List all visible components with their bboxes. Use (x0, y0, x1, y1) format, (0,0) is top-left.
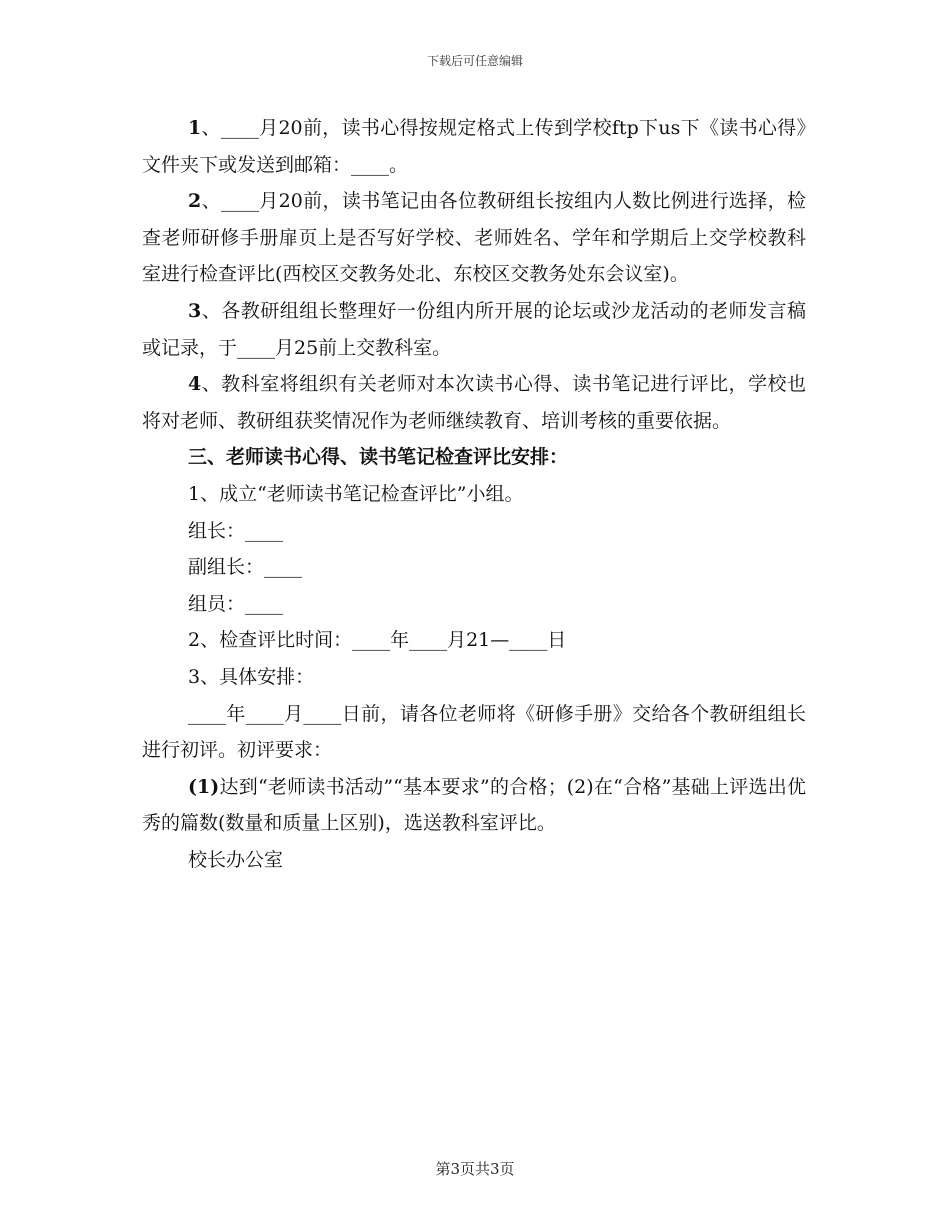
list-item-form-group: 1、成立“老师读书笔记检查评比”小组。 (188, 482, 524, 505)
requirement-body: 达到“老师读书活动”“基本要求”的合格；(2)在“合格”基础上评选出优秀的篇数(数量和质量上区别)，选送教科室评比。 (142, 775, 806, 835)
paragraph-4 (142, 366, 806, 439)
arrangement-text: ____年____月____日前，请各位老师将《研修手册》交给各个教研组组长进行初评。初评要求： (142, 702, 806, 762)
paragraph-number: 1 (188, 117, 202, 139)
paragraph-text: 、各教研组组长整理好一份组内所开展的论坛或沙龙活动的老师发言稿或记录，于____月25前上交教科室。 (142, 299, 806, 359)
list-item-arrangement: 3、具体安排： (188, 665, 315, 688)
paragraph-text: 、____月20前，读书心得按规定格式上传到学校ftp下us下《读书心得》文件夹下或发送到邮箱：____。 (142, 117, 806, 176)
section-heading: 三、老师读书心得、读书笔记检查评比安排： (188, 446, 569, 469)
requirement-text (142, 769, 806, 842)
paragraph-text: 、____月20前，读书笔记由各位教研组长按组内人数比例进行选择，检查老师研修手册扉页上是否写好学校、老师姓名、学年和学期后上交学校教科室进行检查评比(西校区交教务处北、东校区交教务处东会议室)。 (142, 190, 806, 286)
vice-leader-line: 副组长：____ (188, 556, 303, 579)
paragraph-number: 2 (188, 190, 202, 213)
leader-line: 组长：____ (188, 519, 284, 542)
page-header: 下载后可任意编辑 (426, 54, 523, 68)
paragraph-3 (142, 293, 806, 366)
requirement-number: (1) (188, 775, 220, 798)
paragraph-number: 4 (188, 373, 202, 396)
document-body (142, 110, 806, 878)
paragraph-number: 3 (188, 299, 202, 322)
members-line: 组员：____ (188, 592, 284, 615)
paragraph-text: 、教科室将组织有关老师对本次读书心得、读书笔记进行评比，学校也将对老师、教研组获奖情况作为老师继续教育、培训考核的重要依据。 (142, 373, 806, 432)
paragraph-2 (142, 183, 806, 293)
paragraph-1 (142, 110, 806, 183)
page-footer: 第3页共3页 (435, 1160, 515, 1178)
signature: 校长办公室 (188, 848, 284, 871)
list-item-time: 2、检查评比时间：____年____月21—____日 (188, 629, 567, 652)
